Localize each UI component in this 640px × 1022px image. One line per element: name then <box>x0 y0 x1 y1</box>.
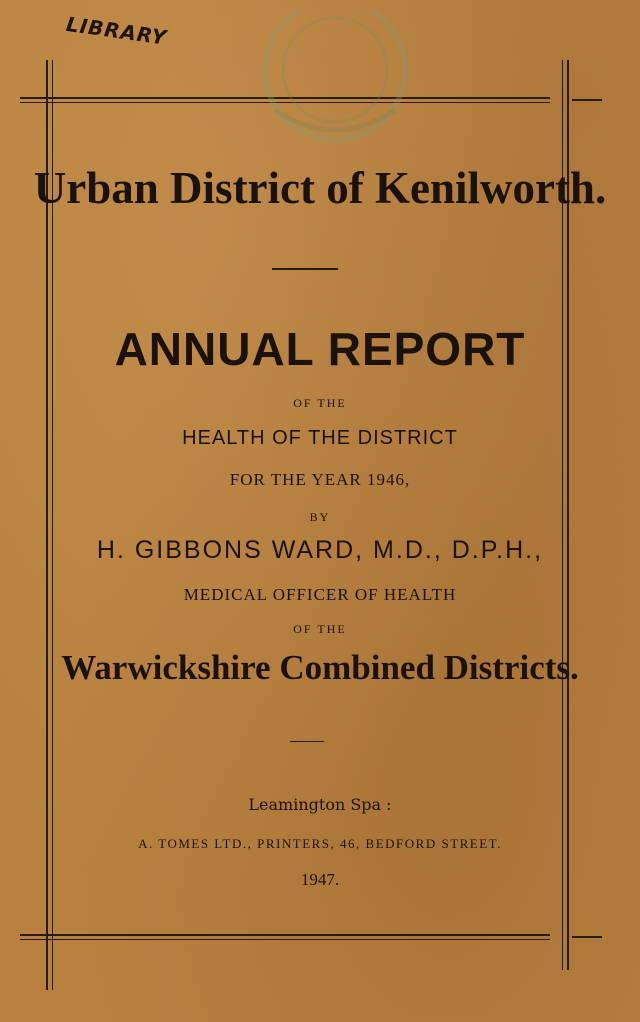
report-subject: HEALTH OF THE DISTRICT <box>182 427 458 449</box>
frame-top-rule-right <box>572 99 602 101</box>
frame-bottom-rule <box>20 934 550 936</box>
author-role: MEDICAL OFFICER OF HEALTH <box>183 585 457 604</box>
of-the-label-2: OF THE <box>293 622 347 636</box>
frame-bottom-rule-thin <box>20 939 550 940</box>
report-period: FOR THE YEAR 1946, <box>229 470 411 489</box>
bottom-divider <box>290 741 324 742</box>
report-heading: ANNUAL REPORT <box>114 323 526 375</box>
authority-name: Warwickshire Combined Districts. <box>61 648 579 687</box>
document-title: Urban District of Kenilworth. <box>33 163 607 213</box>
by-label: BY <box>309 510 331 524</box>
printer-line: A. TOMES LTD., PRINTERS, 46, BEDFORD STREET. <box>138 836 502 851</box>
report-author: H. GIBBONS WARD, M.D., D.P.H., <box>96 536 544 564</box>
frame-bottom-rule-right <box>572 936 602 938</box>
publication-place: Leamington Spa : <box>248 795 392 814</box>
publication-year: 1947. <box>300 870 340 889</box>
title-divider <box>272 268 338 270</box>
library-seal-icon <box>235 10 435 160</box>
of-the-label: OF THE <box>293 396 347 410</box>
library-stamp: LIBRARY <box>64 11 169 50</box>
